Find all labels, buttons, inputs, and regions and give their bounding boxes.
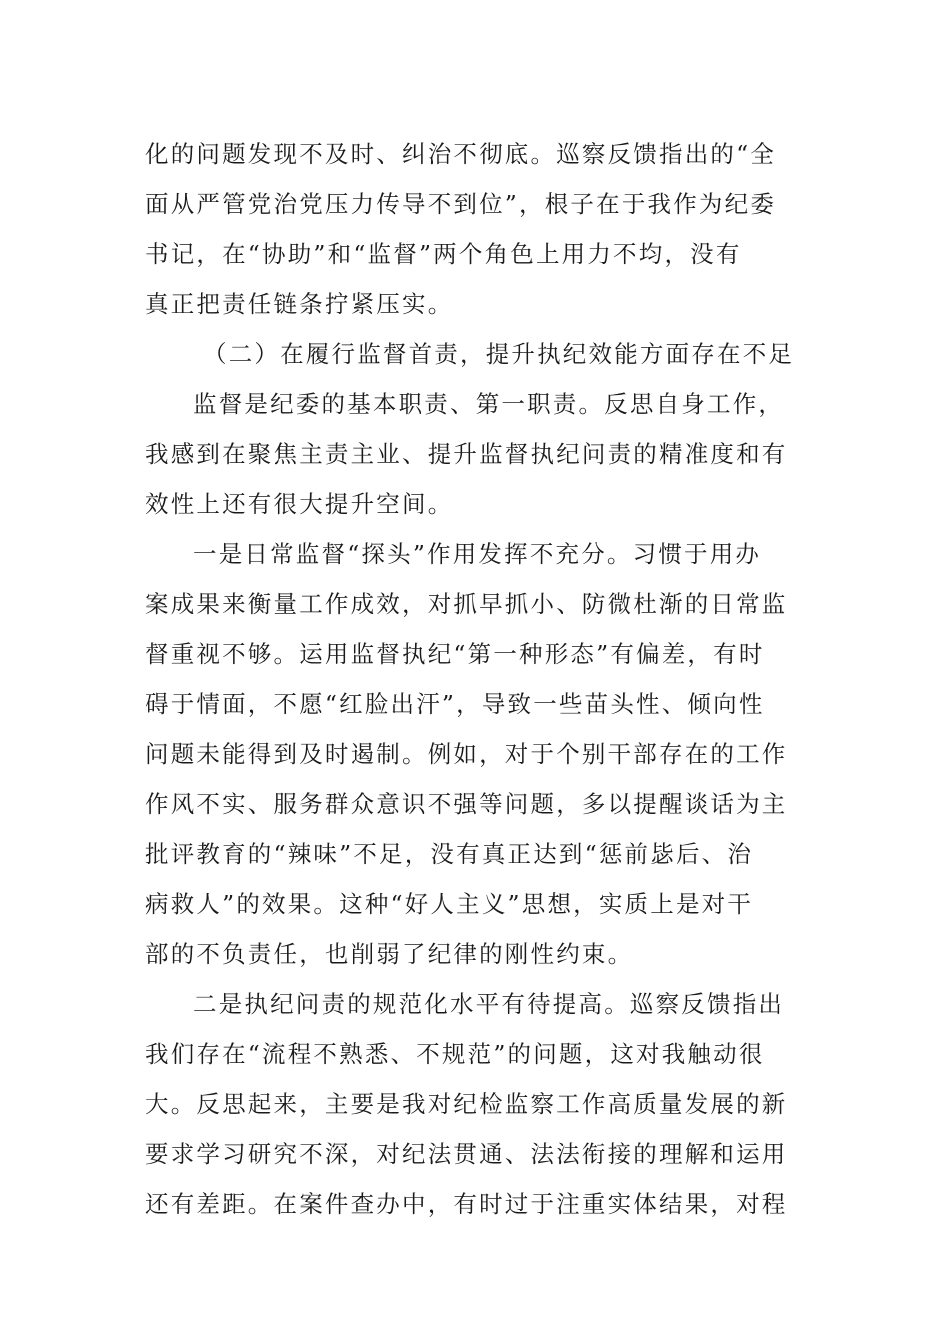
text-line: 批评教育的“辣味”不足，没有真正达到“惩前毖后、治 <box>145 840 754 868</box>
text-line: 真正把责任链条拧紧压实。 <box>145 290 454 318</box>
text-line: 还有差距。在案件查办中，有时过于注重实体结果，对程 <box>145 1190 788 1218</box>
paragraph-start: 监督是纪委的基本职责、第一职责。反思自身工作， <box>193 390 785 418</box>
paragraph-start: 一是日常监督“探头”作用发挥不充分。习惯于用办 <box>193 540 762 568</box>
text-line: 效性上还有很大提升空间。 <box>145 490 454 518</box>
paragraph-start: 二是执纪问责的规范化水平有待提高。巡察反馈指出 <box>193 990 785 1018</box>
text-line: 碍于情面，不愿“红脸出汗”，导致一些苗头性、倾向性 <box>145 690 765 718</box>
text-line: 化的问题发现不及时、纠治不彻底。巡察反馈指出的“全 <box>145 140 777 168</box>
text-line: 部的不负责任，也削弱了纪律的刚性约束。 <box>145 940 634 968</box>
text-line: 我们存在“流程不熟悉、不规范”的问题，这对我触动很 <box>145 1040 765 1068</box>
text-line: 案成果来衡量工作成效，对抓早抓小、防微杜渐的日常监 <box>145 590 788 618</box>
text-line: 我感到在聚焦主责主业、提升监督执纪问责的精准度和有 <box>145 440 788 468</box>
text-line: 督重视不够。运用监督执纪“第一种形态”有偏差，有时 <box>145 640 765 668</box>
text-line: 要求学习研究不深，对纪法贯通、法法衔接的理解和运用 <box>145 1140 788 1168</box>
section-heading: （二）在履行监督首责，提升执纪效能方面存在不足 <box>203 340 795 368</box>
document-body <box>145 129 815 1229</box>
text-line: 书记，在“协助”和“监督”两个角色上用力不均，没有 <box>145 240 742 268</box>
text-line: 面从严管党治党压力传导不到位”，根子在于我作为纪委 <box>145 190 777 218</box>
text-line: 病救人”的效果。这种“好人主义”思想，实质上是对干 <box>145 890 754 918</box>
text-line: 作风不实、服务群众意识不强等问题，多以提醒谈话为主 <box>145 790 788 818</box>
text-line: 问题未能得到及时遏制。例如，对于个别干部存在的工作 <box>145 740 788 768</box>
text-line: 大。反思起来，主要是我对纪检监察工作高质量发展的新 <box>145 1090 788 1118</box>
